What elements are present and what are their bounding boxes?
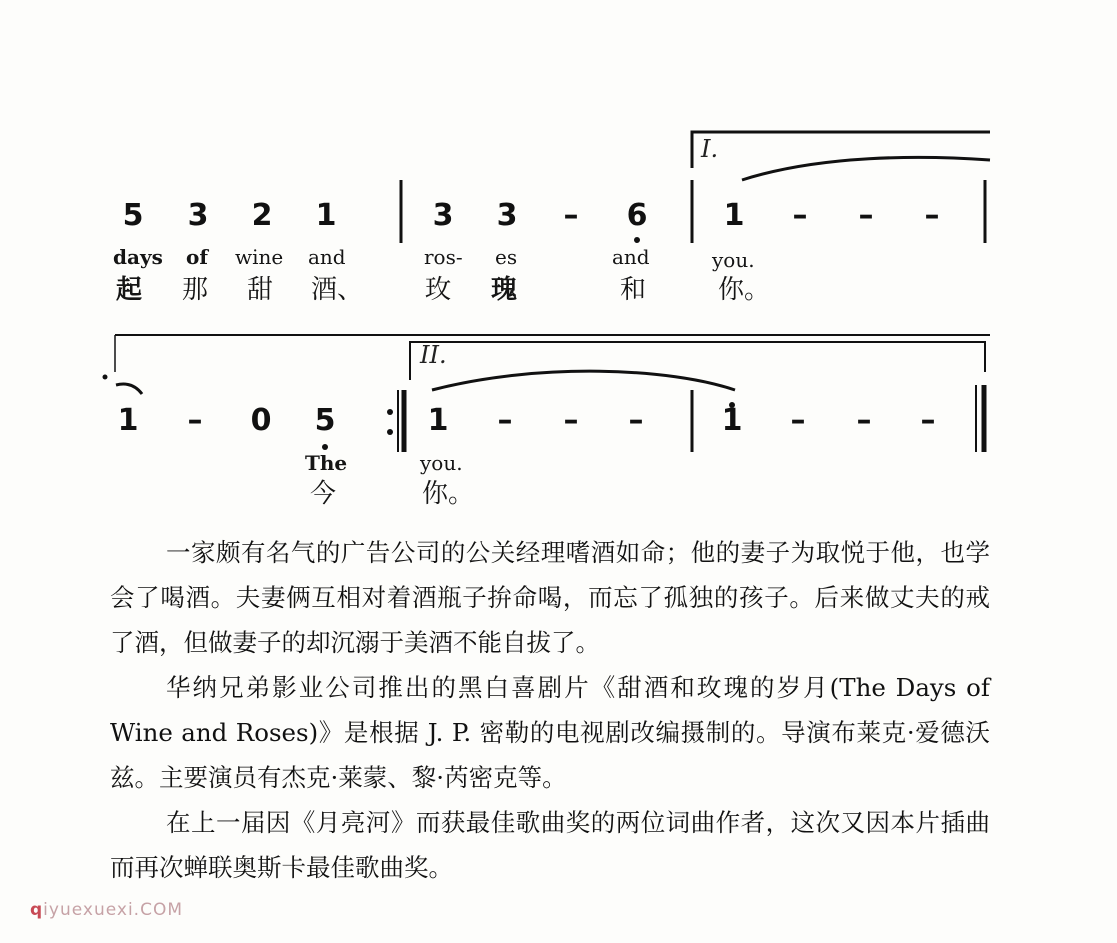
note: 1 (721, 403, 743, 438)
article-body (110, 530, 990, 890)
tie-end-arc (116, 384, 142, 394)
lyric-cn: 瑰 (491, 275, 518, 305)
note-dash: – (497, 403, 513, 438)
note-dash: – (920, 403, 936, 438)
lyric-en: and (308, 245, 346, 269)
volta-bracket-2 (410, 342, 985, 380)
lyric-en: ros- (424, 245, 463, 269)
lyric-en: The (305, 451, 348, 475)
lyric-cn: 玫 (425, 275, 452, 305)
octave-dot (634, 237, 640, 243)
ending-label-1: I. (701, 135, 719, 163)
note: 1 (315, 198, 337, 233)
paragraph: 华纳兄弟影业公司推出的黑白喜剧片《甜酒和玫瑰的岁月(The Days of Wine and Roses)》是根据 J. P. 密勒的电视剧改编摄制的。导演布莱克·爱德沃兹。主要演员有杰克·莱蒙、黎·芮密克等。 (110, 673, 990, 792)
note: 5 (314, 403, 336, 438)
note: 3 (432, 198, 454, 233)
note-dash: – (858, 198, 874, 233)
note-dash: – (790, 403, 806, 438)
tie-arc (742, 157, 990, 180)
repeat-dot (387, 409, 393, 415)
lyric-en: wine (235, 245, 284, 269)
note-dash: – (924, 198, 940, 233)
note: 1 (723, 198, 745, 233)
repeat-dot (387, 429, 393, 435)
note-dash: – (187, 403, 203, 438)
lyric-cn: 甜 (247, 275, 274, 305)
note-dash: – (628, 403, 644, 438)
note: 3 (496, 198, 518, 233)
ending-label-2: II. (420, 341, 447, 369)
note: 0 (250, 403, 272, 438)
note: 1 (427, 403, 449, 438)
note: 3 (187, 198, 209, 233)
lyric-en: you. (712, 248, 755, 272)
volta-bracket-1 (692, 132, 990, 168)
note-dash: – (563, 198, 579, 233)
lyric-cn: 酒、 (311, 275, 364, 305)
lyric-cn: 你。 (422, 479, 475, 509)
lyric-cn: 那 (182, 275, 209, 305)
lyric-en: of (186, 245, 208, 269)
octave-dot (322, 444, 328, 450)
lyric-en: days (113, 245, 163, 269)
note-dash: – (563, 403, 579, 438)
note: 6 (626, 198, 648, 233)
lyric-cn: 你。 (718, 275, 771, 305)
note-dash: – (856, 403, 872, 438)
note: 1 (117, 403, 139, 438)
watermark-prefix: q (30, 900, 44, 920)
lyric-cn: 起 (116, 275, 143, 305)
site-watermark (30, 900, 183, 920)
note-dash: – (792, 198, 808, 233)
lyric-en: you. (420, 451, 463, 475)
watermark-text: iyuexuexi.COM (43, 900, 183, 920)
lyric-cn: 和 (620, 275, 647, 305)
note: 5 (122, 198, 144, 233)
lyric-en: and (612, 245, 650, 269)
paragraph: 在上一届因《月亮河》而获最佳歌曲奖的两位词曲作者，这次又因本片插曲而再次蝉联奥斯卡最佳歌曲奖。 (110, 808, 990, 882)
paragraph: 一家颇有名气的广告公司的公关经理嗜酒如命；他的妻子为取悦于他，也学会了喝酒。夫妻俩互相对着酒瓶子拚命喝，而忘了孤独的孩子。后来做丈夫的戒了酒，但做妻子的却沉溺于美酒不能自拔了。 (110, 538, 990, 657)
note: 2 (251, 198, 273, 233)
print-speck (103, 375, 108, 380)
tie-arc (432, 371, 735, 390)
lyric-cn: 今 (310, 479, 337, 509)
lyric-en: es (495, 245, 518, 269)
